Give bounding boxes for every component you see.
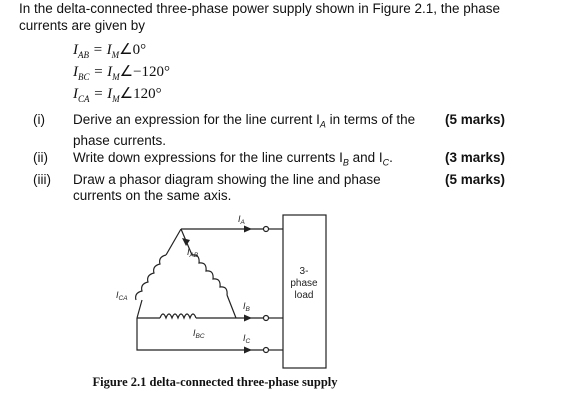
- equation-iab: $I_{AB}$ = $I_M\angle 0^\circ$: [73, 42, 147, 60]
- label-ib: $I_B$: [243, 301, 250, 313]
- figure-caption: Figure 2.1 delta-connected three-phase supply: [92, 375, 338, 389]
- label-ibc: $I_{BC}$: [193, 328, 205, 340]
- terminal-c: [264, 348, 269, 353]
- question-1-marks: (5 marks): [445, 112, 506, 127]
- equation-ibc: $I_{BC}$ = $I_M\angle-120^\circ$: [73, 64, 171, 82]
- coil-ab: [192, 255, 227, 295]
- arrow-ic: [244, 347, 252, 354]
- load-label-line2: phase: [290, 278, 318, 289]
- label-ia: $I_A$: [238, 214, 245, 226]
- arrow-ib: [244, 315, 252, 322]
- question-3-text: Draw a phasor diagram showing the line and phase currents on the same axis.: [73, 172, 381, 203]
- coil-bc: [160, 314, 196, 318]
- load-label-line3: load: [294, 290, 314, 301]
- arrow-iab: [182, 238, 190, 246]
- question-1-text: Derive an expression for the line current $I_A$ in terms of the phase currents.: [73, 112, 416, 148]
- intro-paragraph: In the delta-connected three-phase power supply shown in Figure 2.1, the phase currents are given by: [19, 1, 501, 33]
- coil-ca: [136, 255, 166, 300]
- question-2-text: Write down expressions for the line currents $I_B$ and $I_C$.: [73, 150, 393, 168]
- terminal-a: [264, 227, 269, 232]
- equation-ica: $I_{CA}$ = $I_M\angle 120^\circ$: [73, 86, 162, 104]
- question-3-number: (iii): [33, 172, 51, 187]
- terminal-b: [264, 316, 269, 321]
- label-iab: $I_{AB}$: [187, 247, 199, 259]
- label-ic: $I_C$: [243, 333, 251, 345]
- question-3-marks: (5 marks): [445, 172, 506, 187]
- question-1-number: (i): [33, 112, 45, 127]
- load-label-line1: 3-: [299, 266, 309, 277]
- question-2-number: (ii): [33, 150, 48, 165]
- label-ica: $I_{CA}$: [116, 290, 128, 302]
- question-2-marks: (3 marks): [445, 150, 506, 165]
- arrow-ia: [244, 226, 252, 233]
